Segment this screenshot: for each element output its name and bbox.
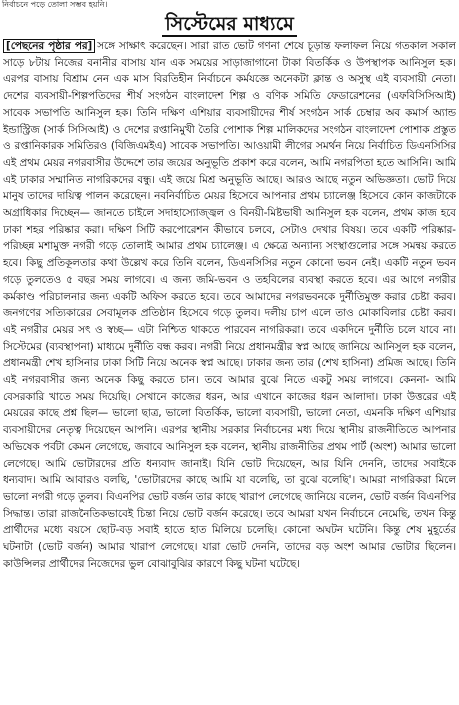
article-headline: [0, 10, 459, 38]
headline-text: সিস্টেমের মাধ্যমে: [162, 13, 297, 37]
continuation-label: [পেছনের পৃষ্ঠার পর]: [3, 39, 95, 53]
article-paragraph: [3, 38, 456, 573]
paragraph-text: সঙ্গে সাক্ষাৎ করেছেন। সারা রাত ভোট গণনা শেষে চূড়ান্ত ফলাফল নিয়ে গতকাল সকাল সাড়ে ৮টায় নিজের বনানীর বাসায় যান এক সময়ের সাড়াজাগানো টাকা বিতর্কিক ও উপস্থাপক আনিসুল হক। এরপর বাসায় বিশ্রাম নেন এক মাস বিরতিহীন নির্বাচনে কর্মযজ্ঞে অনেকটা ক্লান্ত ও অসুস্থ এই ব্যবসায়ী নেতা। দেশের ব্যবসায়ী-শিল্পপতিদের শীর্ষ সংগঠন বাংলাদেশ শিল্প ও বণিক সমিতি ফেডারেশনের (এফবিসিসিআই) সাবেক সভাপতি আনিসুল হক। তিনি দক্ষিণ এশিয়ার ব্যবসায়ীদের শীর্ষ সংগঠন সার্ক চেম্বার অব কমার্স অ্যান্ড ইন্ডাস্ট্রিজ (সার্ক সিসিআই) ও দেশের রপ্তানিমুখী তৈরি পোশাক শিল্প মালিকদের সংগঠন বাংলাদেশ পোশাক প্রস্তুত ও রপ্তানিকারক সমিতিরও (বিজিএমইএ) সাবেক সভাপতি। আওয়ামী লীগের সমর্থন নিয়ে নির্বাচিত ডিএনসিসির এই প্রথম মেয়র নগরবাসীর উদ্দেশে তার জয়ের অনুভূতি প্রকাশ করে বলেন, আমি নগরপিতা হতে আসিনি। আমি এই ঢাকার সম্মানিত নাগরিকদের বন্ধু। এই জয়ে মিশ্র অনুভূতি আছে। আরও আছে নতুন অভিজ্ঞতা। ভোট দিয়ে মানুষ তাদের দায়িত্ব পালন করেছেন। নবনির্বাচিত মেয়র হিসেবে আপনার প্রথম চ্যালেঞ্জ হিসেবে কোন কাজটাকে অগ্রাধিকার দিচ্ছেন— জানতে চাইলে সদাহাস্যোজ্জ্বল ও বিনয়ী-মিষ্টভাষী আনিসুল হক বলেন, প্রথম কাজ হবে ঢাকা শহর পরিষ্কার করা। দক্ষিণ সিটি করপোরেশন কীভাবে চলবে, সেটাও দেখার বিষয়। তবে একটি পরিষ্কার-পরিচ্ছন্ন মশামুক্ত নগরী গড়ে তোলাই আমার প্রথম চ্যালেঞ্জ। এ ক্ষেত্রে অন্যান্য সংস্থাগুলোর সঙ্গে সমন্বয় করতে হবে। কিছু প্রতিকূলতার কথা উল্লেখ করে তিনি বলেন, ডিএনসিসির নতুন কোনো ভবন নেই। একটি নতুন ভবন গড়ে তুলতেও ৫ বছর সময় লাগবে। এ জন্য জমি-ভবন ও তহবিলের ব্যবস্থা করতে হবে। এর আগে নগরীর কর্মকাণ্ড পরিচালনার জন্য একটি অফিস করতে হবে। তবে আমাদের নগরভবনকে দুর্নীতিমুক্ত করার চেষ্টা করব। জনগণের সত্যিকারের সেবামূলক প্রতিষ্ঠান হিসেবে গড়ে তুলব। দলীয় চাপ এলে তাও মোকাবিলার চেষ্টা করব। এই নগরীর মেয়র সৎ ও স্বচ্ছ— এটা নিশ্চিত থাকতে পারবেন নাগরিকরা। তবে একদিনে দুর্নীতি চলে যাবে না। সিস্টেমের (ব্যবস্থাপনা) মাধ্যমে দুর্নীতি বন্ধ করব। নগরী নিয়ে প্রধানমন্ত্রীর স্বপ্ন আছে জানিয়ে আনিসুল হক বলেন, প্রধানমন্ত্রী শেখ হাসিনার ঢাকা সিটি নিয়ে অনেক স্বপ্ন আছে। ঢাকার জন্য তার (শেখ হাসিনা) প্রমিজ আছে। তিনি এই নগরবাসীর জন্য অনেক কিছু করতে চান। তবে আমার বুঝে নিতে একটু সময় লাগবে। কেননা- আমি বেসরকারি খাতে সময় দিয়েছি। সেখানে কাজের ধরন, আর এখানে কাজের ধরন আলাদা। ঢাকা উত্তরের এই মেয়রের কাছে প্রশ্ন ছিল— ভালো ছাত্র, ভালো বিতর্কিক, ভালো ব্যবসায়ী, ভালো নেতা, এমনকি দক্ষিণ এশিয়ার ব্যবসায়ীদের নেতৃত্ব দিয়েছেন আপনি। এরপর স্থানীয় সরকার নির্বাচনের মধ্য দিয়ে স্থানীয় রাজনীতিতে আপনার অভিষেক পর্বটা কেমন লেগেছে, জবাবে আনিসুল হক বলেন, স্থানীয় রাজনীতির প্রথম পার্ট (অংশ) আমার ভালো লেগেছে। আমি ভোটারদের প্রতি ধন্যবাদ জানাই। যিনি ভোট দিয়েছেন, আর যিনি দেননি, তাদের সবাইকে ধন্যবাদ। আমি আবারও বলছি, 'ভোটারদের কাছে আমি যা বলেছি, তা বুঝে বলেছি'। আমরা নাগরিকরা মিলে ভালো নগরী গড়ে তুলব। বিএনপির ভোট বর্জন তার কাছে খারাপ লেগেছে জানিয়ে বলেন, ভোট বর্জন বিএনপির সিদ্ধান্ত। তারা রাজনৈতিকভাবেই চিন্তা নিয়ে ভোট বর্জন করেছে। তবে আমরা যখন নির্বাচনে নেমেছি, তখন কিন্তু প্রার্থীদের মধ্যে বয়সে ছোট-বড় সবাই হাতে হাত মিলিয়ে চলেছি। কোনো অঘটন ঘটেনি। কিন্তু শেষ মুহূর্তের ঘটনাটা (ভোট বর্জন) আমার খারাপ লেগেছে। যারা ভোট দেননি, তাদের বড় অংশ আমার ভোটার ছিলেন। কাউন্সিলর প্রার্থীদের নিজেদের ভুল বোঝাবুঝির কারণে কিছু ঘটনা ঘটেছে।: [3, 40, 456, 570]
cut-off-top-line: নির্বাচনে পড়ে তোলা সম্ভব হয়নি।: [2, 0, 108, 9]
article-body: [3, 38, 456, 702]
